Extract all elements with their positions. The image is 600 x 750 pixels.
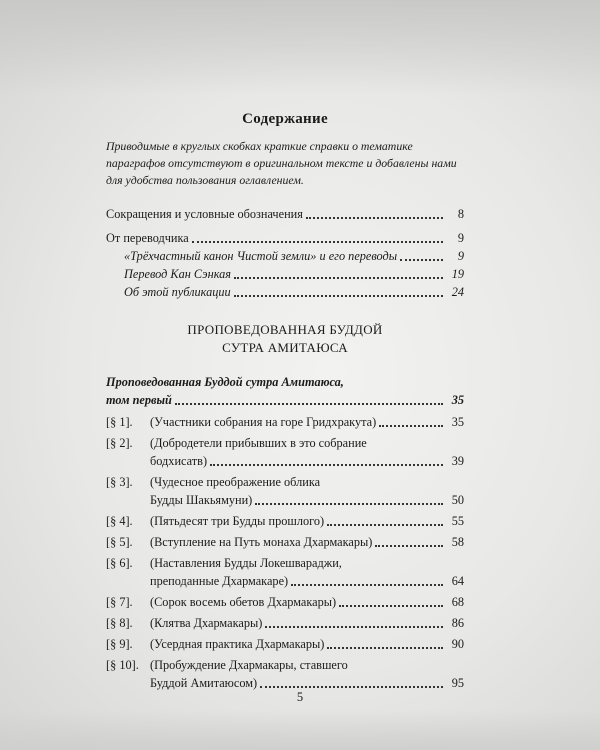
leader-dots	[327, 520, 443, 526]
paragraph-entry: [§ 10]. (Пробуждение Дхармакары, ставшего Буддой Амитаюсом) 95	[106, 658, 464, 690]
page-number: 5	[296, 690, 304, 704]
paragraph-entry: [§ 9]. (Усердная практика Дхармакары) 90	[106, 637, 464, 651]
toc-entry-page: 58	[451, 535, 464, 549]
toc-entry-page: 35	[451, 393, 464, 407]
toc-subentry	[106, 265, 464, 283]
leader-dots	[375, 541, 443, 547]
paragraph-number: [§ 1].	[106, 415, 133, 429]
paragraph-number: [§ 3].	[106, 475, 133, 489]
toc-entry-page: 9	[457, 249, 464, 263]
page-title: Содержание	[242, 111, 328, 127]
toc-entry-page: 68	[451, 595, 464, 609]
leader-dots	[327, 643, 443, 649]
toc-entry-page: 8	[457, 207, 464, 221]
paragraph-entry: [§ 7]. (Сорок восемь обетов Дхармакары) 68	[106, 595, 464, 609]
leader-dots	[306, 213, 443, 219]
paragraph-entry: [§ 2]. (Добродетели прибывших в это собрание бодхисатв) 39	[106, 436, 464, 468]
toc-entry-page: 55	[451, 514, 464, 528]
page-top-shadow	[0, 0, 600, 95]
paragraph-number: [§ 5].	[106, 535, 133, 549]
toc-entry-title: От переводчика	[106, 231, 189, 245]
table-of-contents	[106, 110, 464, 692]
paragraph-entry: [§ 6]. (Наставления Будды Локешвараджи, преподанные Дхармакаре) 64	[106, 556, 464, 588]
leader-dots	[210, 460, 443, 466]
paragraph-number: [§ 4].	[106, 514, 133, 528]
toc-entry-title: «Трёхчастный канон Чистой земли» и его переводы	[124, 249, 398, 263]
toc-entry-page: 9	[457, 231, 464, 245]
toc-entry-title: Об этой публикации	[124, 285, 231, 299]
toc-entry-page: 19	[451, 267, 464, 281]
paragraph-entry: [§ 8]. (Клятва Дхармакары) 86	[106, 616, 464, 630]
leader-dots	[255, 499, 443, 505]
leader-dots	[234, 291, 443, 297]
toc-entry-page: 95	[451, 676, 464, 690]
toc-entry-page: 86	[451, 616, 464, 630]
toc-entry-page: 24	[451, 285, 464, 299]
leader-dots	[175, 399, 443, 405]
paragraph-number: [§ 10].	[106, 658, 139, 672]
toc-entry-page: 39	[451, 454, 464, 468]
editorial-note: Приводимые в круглых скобках краткие справки о тематике параграфов отсутствуют в оригинальном тексте и добавлены нами для удобства пользования оглавлением.	[106, 139, 457, 187]
paragraph-number: [§ 6].	[106, 556, 133, 570]
leader-dots	[379, 421, 443, 427]
paragraph-number: [§ 8].	[106, 616, 133, 630]
toc-entry-page: 64	[451, 574, 464, 588]
paragraph-number: [§ 2].	[106, 436, 133, 450]
toc-entry-page: 90	[451, 637, 464, 651]
toc-entry-title: Сокращения и условные обозначения	[106, 207, 303, 221]
toc-entry-page: 35	[451, 415, 464, 429]
toc-entry	[106, 229, 464, 247]
paragraph-number: [§ 9].	[106, 637, 133, 651]
leader-dots	[400, 255, 443, 261]
toc-entry-title: Перевод Кан Сэнкая	[124, 267, 232, 281]
leader-dots	[265, 622, 443, 628]
section-title: ПРОПОВЕДОВАННАЯ БУДДОЙ СУТРА АМИТАЮСА	[187, 322, 383, 355]
toc-entry	[106, 205, 464, 223]
paragraph-entry: [§ 5]. (Вступление на Путь монаха Дхармакары) 58	[106, 535, 464, 549]
paragraph-number: [§ 7].	[106, 595, 133, 609]
leader-dots	[192, 237, 443, 243]
leader-dots	[291, 580, 443, 586]
toc-entry-page: 50	[451, 493, 464, 507]
leader-dots	[234, 273, 443, 279]
paragraph-entry: [§ 3]. (Чудесное преображение облика Будды Шакьямуни) 50	[106, 475, 464, 507]
leader-dots	[260, 682, 443, 688]
leader-dots	[339, 601, 443, 607]
page-bottom-shadow	[0, 710, 600, 750]
paragraph-entry: [§ 4]. (Пятьдесят три Будды прошлого) 55	[106, 514, 464, 528]
volume-heading: Проповедованная Буддой сутра Амитаюса, том первый 35	[106, 375, 464, 407]
toc-subentry	[106, 283, 464, 301]
paragraph-entry: [§ 1]. (Участники собрания на горе Гридхракута) 35	[106, 415, 464, 429]
toc-subentry	[106, 247, 464, 265]
